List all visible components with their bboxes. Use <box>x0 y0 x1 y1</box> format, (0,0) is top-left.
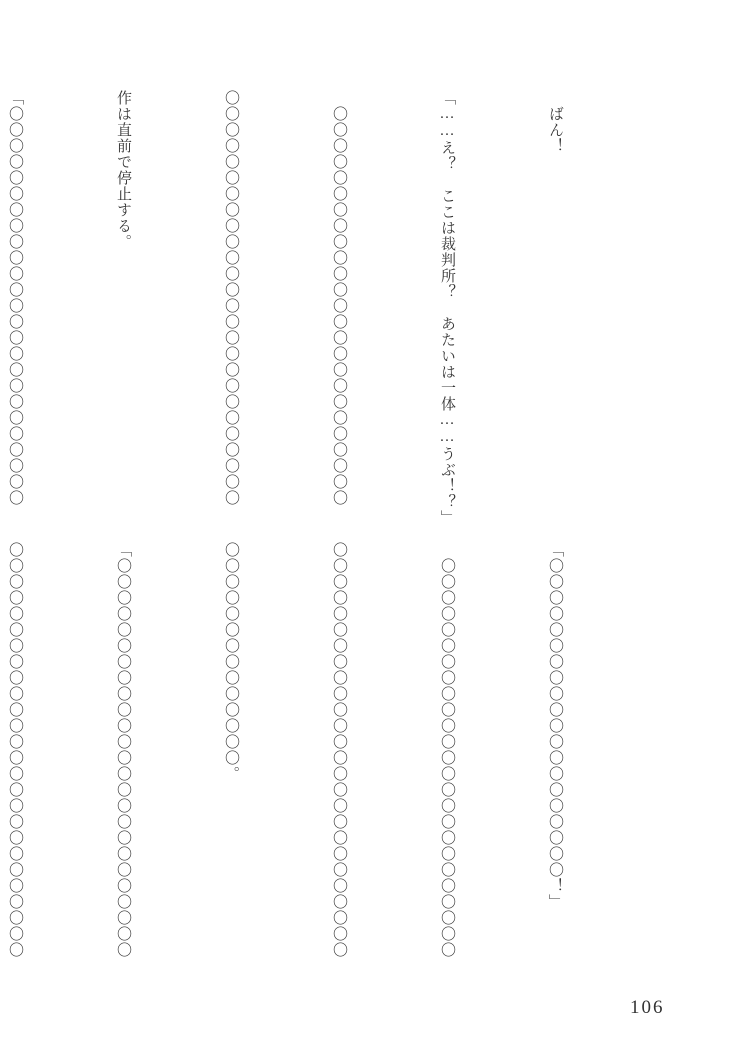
text-column: 「〇〇〇〇〇〇〇〇〇〇〇〇〇〇〇〇〇〇〇〇！」 <box>547 542 563 910</box>
text-column: 「……え？ ここは裁判所？ あたいは一体……うぶ！？」 <box>439 90 455 526</box>
page-number: 106 <box>630 997 665 1018</box>
text-column: 〇〇〇〇〇〇〇〇〇〇〇〇〇〇〇〇〇〇〇〇〇〇〇〇〇 <box>331 90 347 506</box>
text-column: 〇〇〇〇〇〇〇〇〇〇〇〇〇〇〇〇〇〇〇〇〇〇〇〇〇〇 <box>331 542 347 958</box>
text-column: 「〇〇〇〇〇〇〇〇〇〇〇〇〇〇〇〇〇〇〇〇〇〇〇〇〇 <box>115 542 131 958</box>
text-column: 〇〇〇〇〇〇〇〇〇〇〇〇〇〇。 <box>223 542 239 782</box>
text-column: 作は直前で停止する。 <box>115 90 131 250</box>
text-column: 〇〇〇〇〇〇〇〇〇〇〇〇〇〇〇〇〇〇〇〇〇〇〇〇〇〇 <box>223 90 239 506</box>
text-column: ばん！ <box>547 90 563 154</box>
text-block-top <box>0 90 645 538</box>
text-column: 〇〇〇〇〇〇〇〇〇〇〇〇〇〇〇〇〇〇〇〇〇〇〇〇〇 <box>439 542 455 958</box>
text-column: 「〇〇〇〇〇〇〇〇〇〇〇〇〇〇〇〇〇〇〇〇〇〇〇〇〇 <box>7 90 23 506</box>
text-block-bottom <box>0 542 645 992</box>
text-column: 〇〇〇〇〇〇〇〇〇〇〇〇〇〇〇〇〇〇〇〇〇〇〇〇〇〇 <box>7 542 23 958</box>
